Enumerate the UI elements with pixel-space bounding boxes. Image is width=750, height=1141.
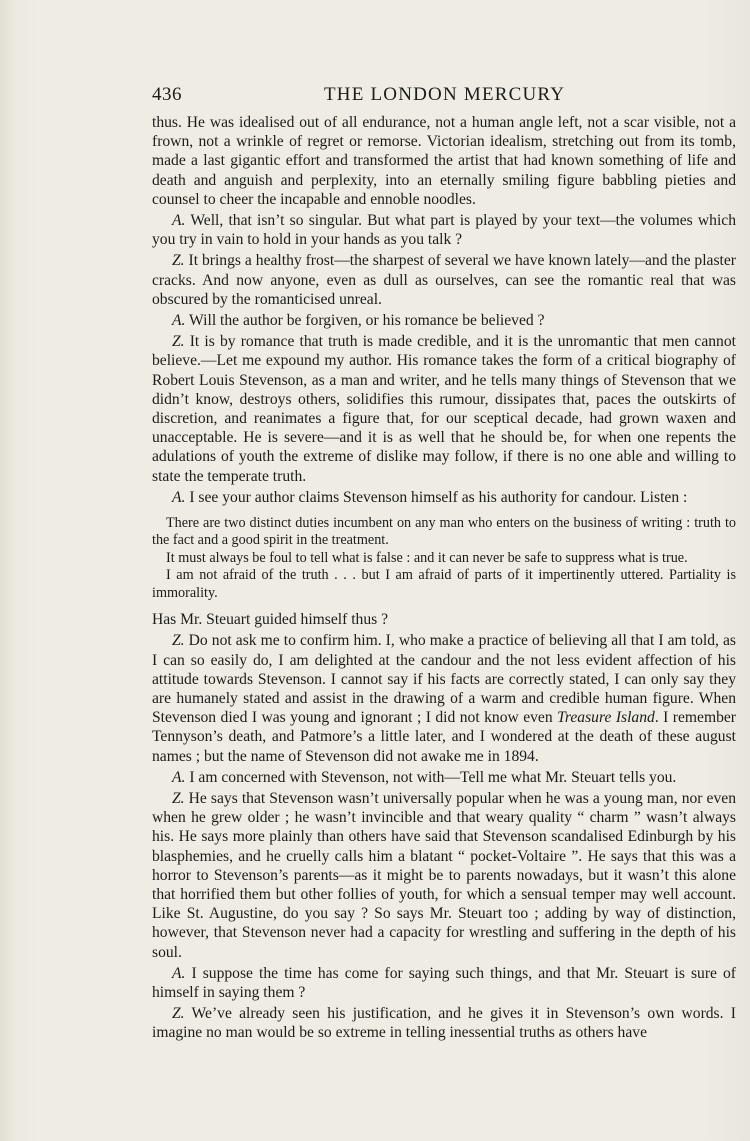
paragraph [152,768,736,787]
speaker-label: Z. [172,252,185,270]
paragraph [152,488,736,507]
paragraph [152,113,736,209]
speaker-label: A. [172,488,186,506]
speaker-label: A. [172,964,186,982]
speaker-label: Z. [172,333,185,351]
page-header [152,84,736,108]
paragraph-text: . I remember Tennyson’s death, and Patmore’s a little later, and I wondered at the death of these august names ; but the name of Stevenson did not awake me in 1894. [152,709,736,765]
speaker-label: A. [172,768,186,786]
paragraph-text: Do not ask me to confirm him. I, who make a practice of believing all that I am told, as I can so easily do, I am delighted at the candour and the not less evident affection of his attitude towards Stevenson. I cannot say if his facts are correctly stated, I can only say they are humanely stated and assist in the drawing of a warm and credible human figure. When Stevenson died I was young and ignorant ; I did not know even [152,632,736,727]
paragraph [152,631,736,765]
paragraph-text: I am concerned with Stevenson, not with—Tell me what Mr. Steuart tells you. [185,768,677,786]
paragraph-text: It is by romance that truth is made credible, and it is the unromantic that men cannot believe.—Let me expound my author. His romance takes the form of a critical biography of Robert Louis Stevenson, as a man and writer, and he tells many things of Stevenson that we didn’t know, destroys others, solidifies this rumour, dissipates that, paces the outskirts of discretion, and reanimates a figure that, for our sceptical decade, had grown waxen and unacceptable. He is severe—and it is as well that he should be, for when one repents the adulations of youth the extreme of dislike may follow, if there is no one able and willing to state the temperate truth. [152,333,736,485]
paragraph: Has Mr. Steuart guided himself thus ? [152,611,389,629]
speaker-label: A. [172,312,186,330]
paragraph-text: Will the author be forgiven, or his romance be believed ? [185,312,545,330]
quote-line: I am not afraid of the truth . . . but I am afraid of parts of it impertinently uttered. Partiality is immorality. [152,567,736,601]
paragraph-text: thus. He was idealised out of all endurance, not a human angle left, not a scar visible, not a frown, not a wrinkle of regret or remorse. Victorian idealism, stretching out from its tomb, made a last gigantic effort and transformed the artist that had known something of life and death and anguish and perplexity, into an eternally smiling figure babbling pieties and counsel to cheer the incapable and ennoble noodles. [152,114,736,208]
paragraph [152,332,736,486]
paragraph [152,964,736,1002]
body-text [152,113,736,1045]
paragraph-text: I see your author claims Stevenson himself as his authority for candour. Listen : [185,488,688,506]
speaker-label: Z. [172,632,185,650]
speaker-label: A. [172,212,186,230]
book-title: Treasure Island [557,709,655,727]
running-title: THE LONDON MERCURY [324,84,566,105]
speaker-label: Z. [172,1005,185,1023]
paragraph [152,211,736,249]
paragraph [152,1004,736,1042]
paragraph [152,251,736,309]
paragraph-text: Well, that isn’t so singular. But what part is played by your text—the volumes which you try in vain to hold in your hands as you talk ? [152,212,736,249]
page-number: 436 [152,84,182,105]
quote-line: It must always be foul to tell what is false : and it can never be safe to suppress what is true. [166,549,688,566]
quote-line: There are two distinct duties incumbent on any man who enters on the business of writing : truth to the fact and a good spirit in the treatment. [152,515,736,549]
paragraph-text: I suppose the time has come for saying such things, and that Mr. Steuart is sure of himself in saying them ? [152,964,736,1001]
speaker-label: Z. [172,789,185,807]
block-quote [152,515,736,602]
paragraph-text: He says that Stevenson wasn’t universally popular when he was a young man, nor even when he grew older ; he wasn’t invincible and that weary quality “ charm ” wasn’t always his. He says more plainly than others have said that Stevenson scandalised Edinburgh by his blasphemies, and he cruelly calls him a blatant “ pocket-Voltaire ”. He says that this was a horror to Stevenson’s parents—as it might be to parents nowadays, but it wasn’t this alone that horrified them but other follies of youth, for which a sensual temper may well account. Like St. Augustine, do you say ? So says Mr. Steuart too ; adding by way of distinction, however, that Stevenson never had a capacity for wrestling and suffering in the depth of his soul. [152,789,736,961]
paragraph-text: We’ve already seen his justification, and he gives it in Stevenson’s own words. I imagine no man would be so extreme in telling inessential truths as others have [152,1005,736,1042]
paragraph [152,789,736,962]
paragraph-text: It brings a healthy frost—the sharpest of several we have known lately—and the plaster cracks. And now anyone, even as dull as ourselves, can see the romantic real that was obscured by the romanticised unreal. [152,252,736,308]
paragraph [152,311,736,330]
